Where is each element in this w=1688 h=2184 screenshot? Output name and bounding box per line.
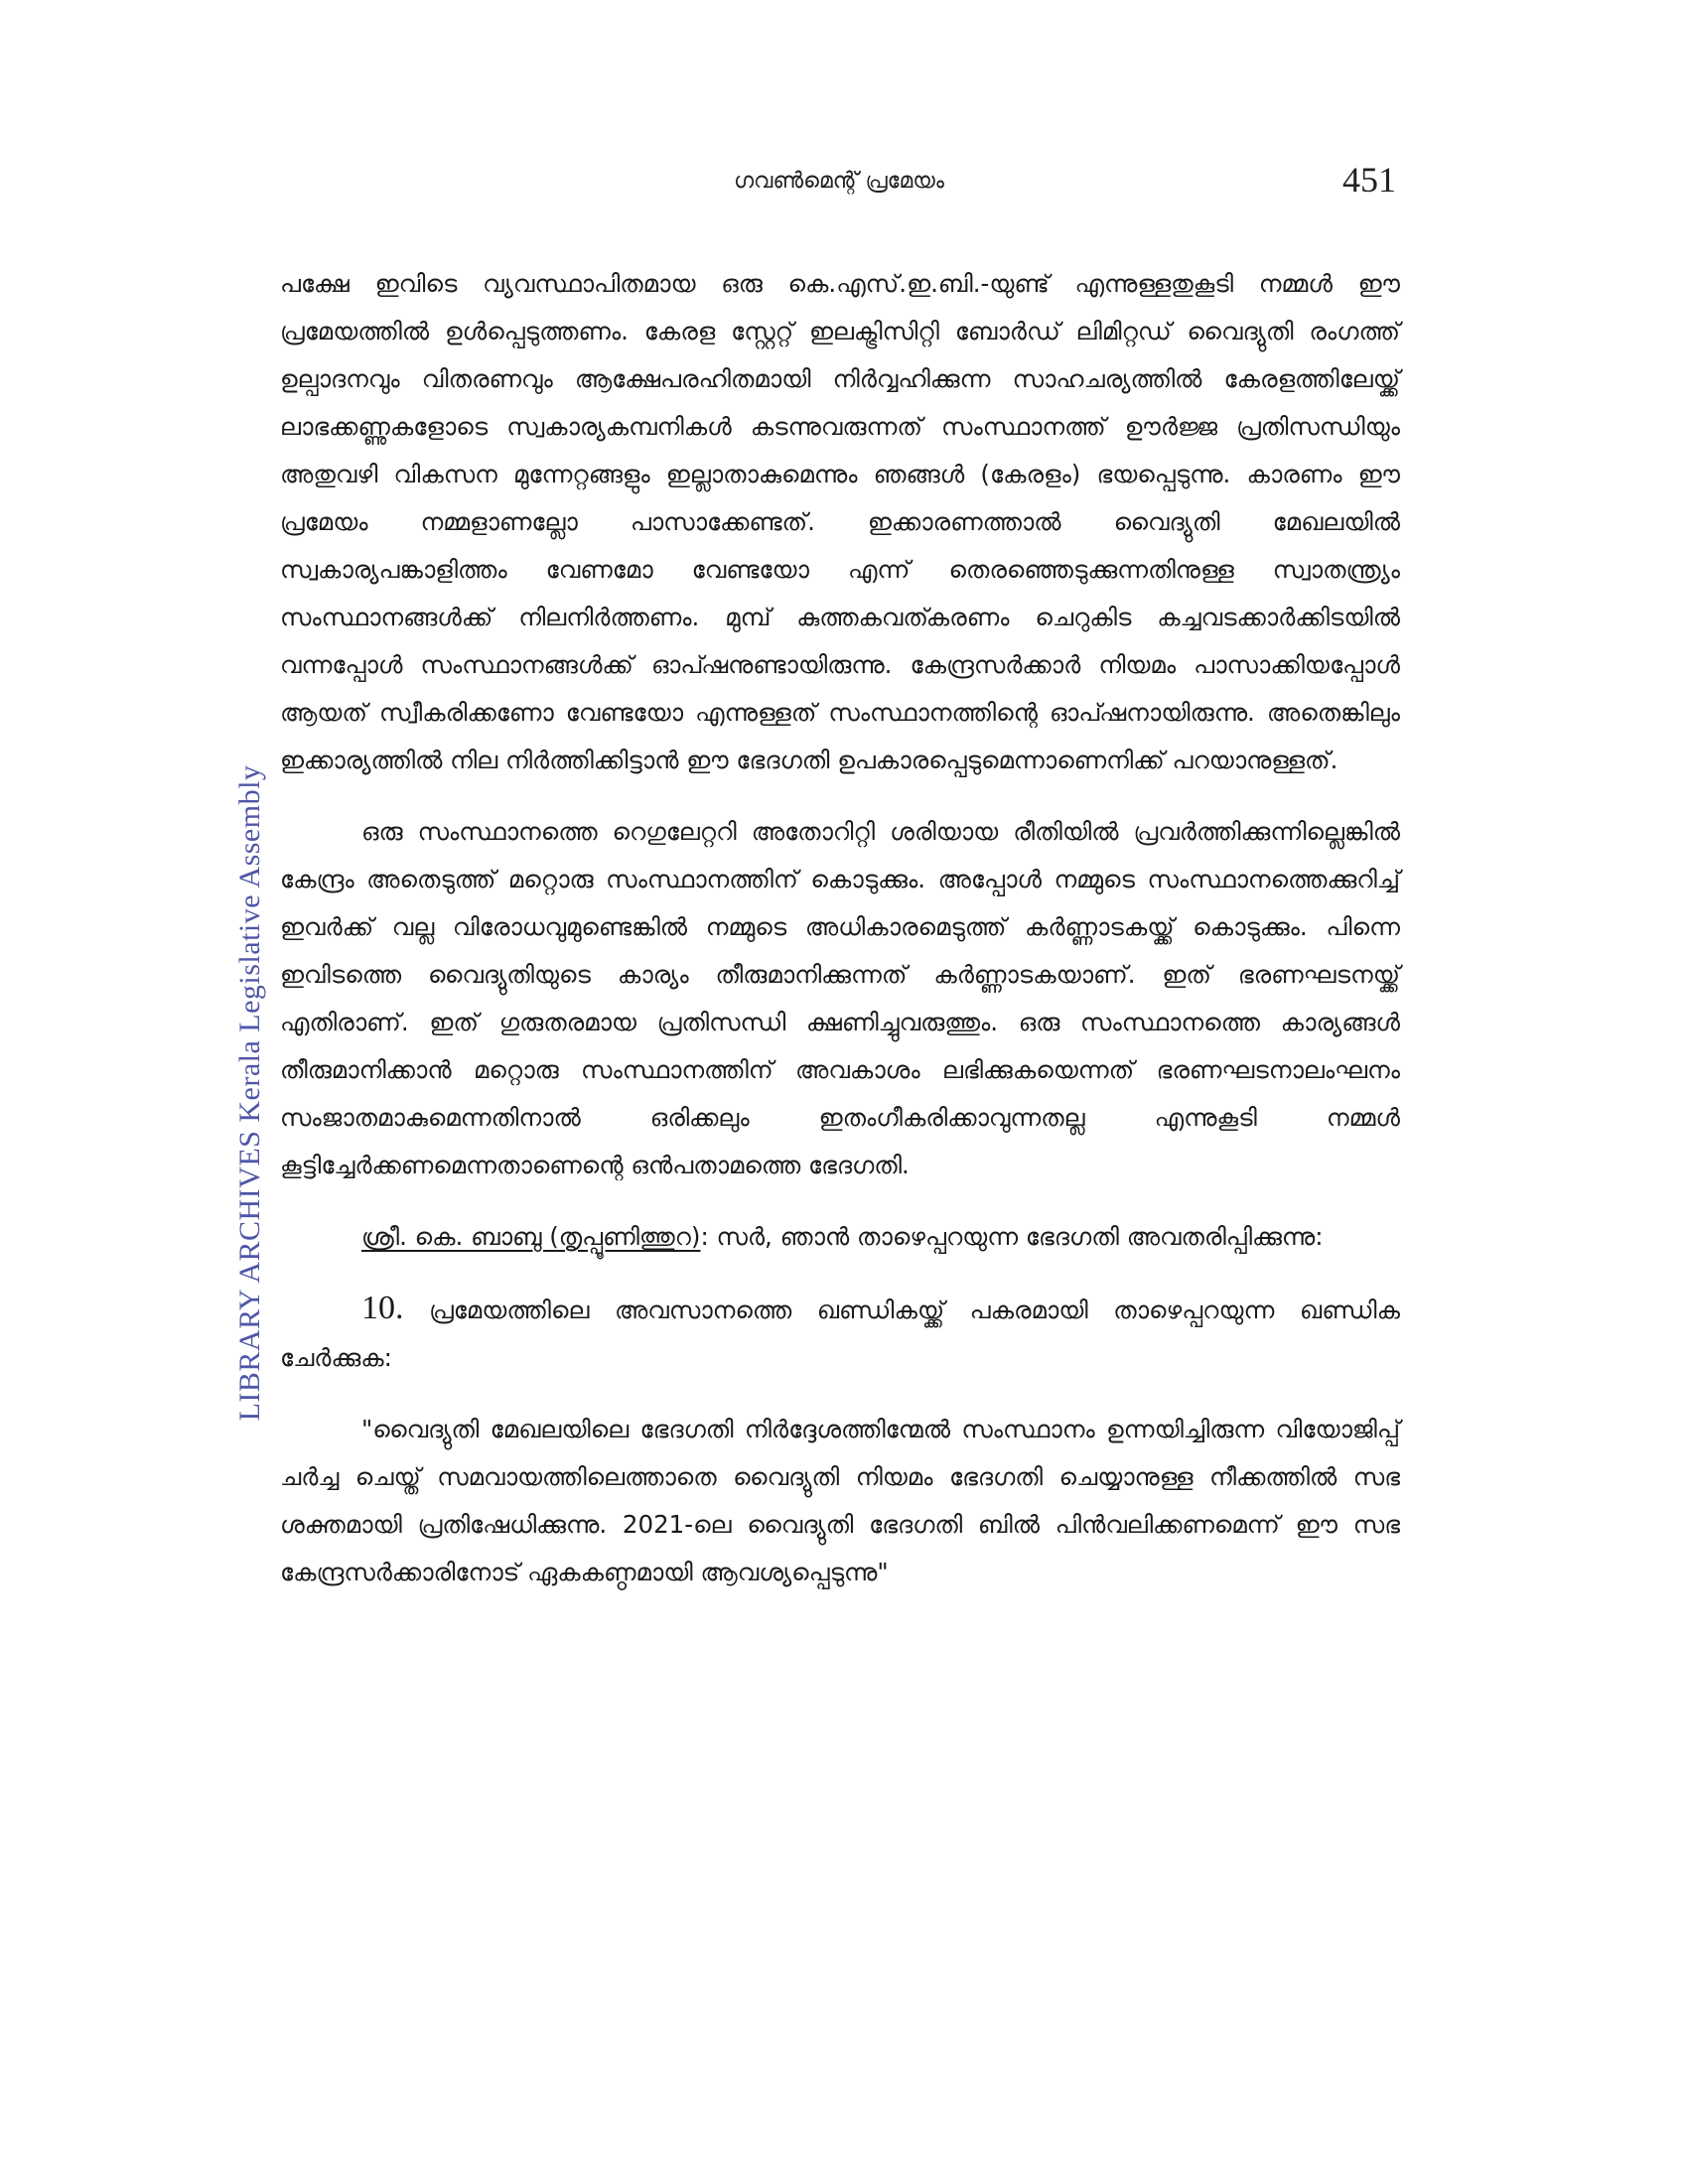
page-number: 451 [1342,160,1396,200]
speaker-statement: : സർ, ഞാൻ താഴെപ്പറയുന്ന ഭേദഗതി അവതരിപ്പിക്കുന്നു: [700,1222,1324,1251]
paragraph-quoted-resolution: "വൈദ്യുതി മേഖലയിലെ ഭേദഗതി നിർദ്ദേശത്തിന്മേൽ സംസ്ഥാനം ഉന്നയിച്ചിരുന്ന വിയോജിപ്പ് ചർച്ച ചെയ്ത് സമവായത്തിലെത്താതെ വൈദ്യുതി നിയമം ഭേദഗതി ചെയ്യാനുള്ള നീക്കത്തിൽ സഭ ശക്തമായി പ്രതിഷേധിക്കുന്നു. 2021-ലെ വൈദ്യുതി ഭേദഗതി ബിൽ പിൻവലിക്കണമെന്ന് ഈ സഭ കേന്ദ്രസർക്കാരിനോട് ഏകകണ്ഠമായി ആവശ്യപ്പെടുന്നു" [280,1415,1400,1586]
paragraph-amendment-10 [280,1285,1400,1382]
speaker-name: ശ്രീ. കെ. ബാബു (തൃപ്പൂണിത്തുറ) [361,1222,701,1251]
archive-watermark: LIBRARY ARCHIVES Kerala Legislative Assembly [233,764,266,1422]
amendment-number: 10. [361,1290,404,1326]
running-title: ഗവൺമെന്റ് പ്രമേയം [734,169,944,194]
paragraph-speaker-intro [280,1213,1400,1261]
document-body [280,260,1400,1596]
paragraph-continuation: പക്ഷേ ഇവിടെ വ്യവസ്ഥാപിതമായ ഒരു കെ.എസ്.ഇ.ബി.-യുണ്ട് എന്നുള്ളതുകൂടി നമ്മൾ ഈ പ്രമേയത്തിൽ ഉൾപ്പെടുത്തണം. കേരള സ്റ്റേറ്റ് ഇലക്ട്രിസിറ്റി ബോർഡ് ലിമിറ്റഡ് വൈദ്യുതി രംഗത്ത് ഉല്പാദനവും വിതരണവും ആക്ഷേപരഹിതമായി നിർവ്വഹിക്കുന്ന സാഹചര്യത്തിൽ കേരളത്തിലേയ്ക്ക് ലാഭക്കണ്ണുകളോടെ സ്വകാര്യകമ്പനികൾ കടന്നുവരുന്നത് സംസ്ഥാനത്ത് ഊർജ്ജ പ്രതിസന്ധിയും അതുവഴി വികസന മുന്നേറ്റങ്ങളും ഇല്ലാതാകുമെന്നും ഞങ്ങൾ (കേരളം) ഭയപ്പെടുന്നു. കാരണം ഈ പ്രമേയം നമ്മളാണല്ലോ പാസാക്കേണ്ടത്. ഇക്കാരണത്താൽ വൈദ്യുതി മേഖലയിൽ സ്വകാര്യപങ്കാളിത്തം വേണമോ വേണ്ടയോ എന്ന് തെരഞ്ഞെടുക്കുന്നതിനുള്ള സ്വാതന്ത്ര്യം സംസ്ഥാനങ്ങൾക്ക് നിലനിർത്തണം. മുമ്പ് കുത്തകവത്കരണം ചെറുകിട കച്ചവടക്കാർക്കിടയിൽ വന്നപ്പോൾ സംസ്ഥാനങ്ങൾക്ക് ഓപ്ഷനുണ്ടായിരുന്നു. കേന്ദ്രസർക്കാർ നിയമം പാസാക്കിയപ്പോൾ ആയത് സ്വീകരിക്കണോ വേണ്ടയോ എന്നുള്ളത് സംസ്ഥാനത്തിന്റെ ഓപ്ഷനായിരുന്നു. അതെങ്കിലും ഇക്കാര്യത്തിൽ നില നിർത്തിക്കിട്ടാൻ ഈ ഭേദഗതി ഉപകാരപ്പെടുമെന്നാണെനിക്ക് പറയാനുള്ളത്. [280,269,1400,774]
page-header [278,159,1400,208]
amendment-instruction: പ്രമേയത്തിലെ അവസാനത്തെ ഖണ്ഡികയ്ക്ക് പകരമായി താഴെപ്പറയുന്ന ഖണ്ഡിക ചേർക്കുക: [280,1296,1400,1372]
paragraph-amendment-argument: ഒരു സംസ്ഥാനത്തെ റെഗുലേറ്ററി അതോറിറ്റി ശരിയായ രീതിയിൽ പ്രവർത്തിക്കുന്നില്ലെങ്കിൽ കേന്ദ്രം അതെടുത്ത് മറ്റൊരു സംസ്ഥാനത്തിന് കൊടുക്കും. അപ്പോൾ നമ്മുടെ സംസ്ഥാനത്തെക്കുറിച്ച് ഇവർക്ക് വല്ല വിരോധവുമുണ്ടെങ്കിൽ നമ്മുടെ അധികാരമെടുത്ത് കർണ്ണാടകയ്ക്ക് കൊടുക്കും. പിന്നെ ഇവിടത്തെ വൈദ്യുതിയുടെ കാര്യം തീരുമാനിക്കുന്നത് കർണ്ണാടകയാണ്. ഇത് ഭരണഘടനയ്ക്ക് എതിരാണ്. ഇത് ഗുരുതരമായ പ്രതിസന്ധി ക്ഷണിച്ചുവരുത്തും. ഒരു സംസ്ഥാനത്തെ കാര്യങ്ങൾ തീരുമാനിക്കാൻ മറ്റൊരു സംസ്ഥാനത്തിന് അവകാശം ലഭിക്കുകയെന്നത് ഭരണഘടനാലംഘനം സംജാതമാകുമെന്നതിനാൽ ഒരിക്കലും ഇതംഗീകരിക്കാവുന്നതല്ല എന്നുകൂടി നമ്മൾ കൂട്ടിച്ചേർക്കണമെന്നതാണെന്റെ ഒൻപതാമത്തെ ഭേദഗതി. [280,817,1400,1179]
